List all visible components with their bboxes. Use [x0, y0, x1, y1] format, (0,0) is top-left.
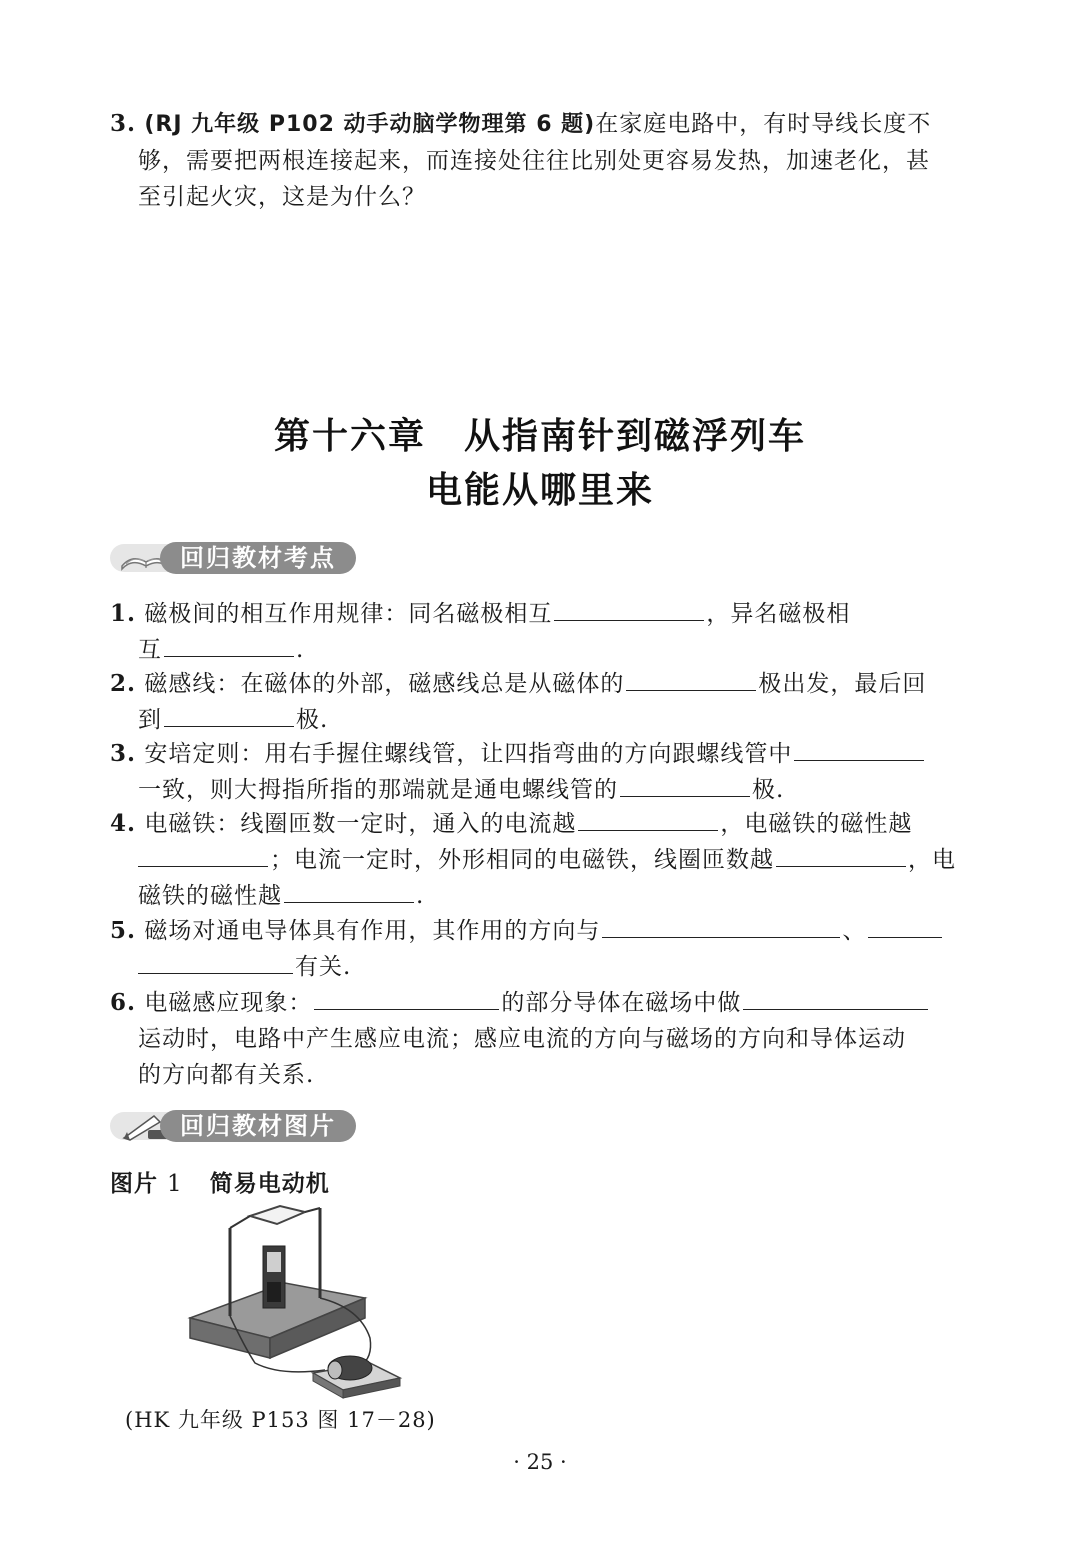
question-text: 的方向都有关系.	[138, 1062, 315, 1088]
answer-blank[interactable]	[138, 844, 268, 867]
question-text: 极.	[296, 707, 329, 733]
figure-label-title: 简易电动机	[209, 1171, 330, 1197]
question-1	[110, 596, 970, 668]
answer-blank[interactable]	[578, 808, 718, 831]
answer-blank[interactable]	[868, 915, 942, 938]
question-text: 安培定则：用右手握住螺线管，让四指弯曲的方向跟螺线管中	[144, 741, 793, 767]
simple-motor-illustration	[185, 1198, 410, 1403]
top-question	[110, 106, 970, 215]
question-2	[110, 666, 970, 738]
question-text: 极出发，最后回	[758, 671, 927, 697]
answer-blank[interactable]	[138, 951, 293, 974]
question-number: 3.	[110, 110, 137, 137]
question-text: 电磁感应现象：	[144, 990, 313, 1016]
section-title: 回归教材图片	[160, 1110, 356, 1142]
question-text: 极.	[752, 777, 785, 803]
section-header-key-points	[110, 540, 360, 576]
answer-blank[interactable]	[776, 844, 906, 867]
section-title: 回归教材考点	[160, 542, 356, 574]
question-text: 磁场对通电导体具有作用，其作用的方向与	[144, 918, 601, 944]
answer-blank[interactable]	[620, 774, 750, 797]
figure-label-prefix: 图片	[110, 1171, 158, 1197]
question-text: 够，需要把两根连接起来，而连接处往往比别处更容易发热，加速老化，甚	[138, 148, 930, 174]
section-header-figures	[110, 1108, 360, 1144]
question-source: (RJ 九年级 P102 动手动脑学物理第 6 题)	[144, 112, 596, 137]
question-5	[110, 913, 970, 985]
answer-blank[interactable]	[602, 915, 840, 938]
question-text: 一致，则大拇指所指的那端就是通电螺线管的	[138, 777, 618, 803]
answer-blank[interactable]	[554, 598, 704, 621]
question-text: 在家庭电路中，有时导线长度不	[595, 111, 932, 137]
figure-caption: (HK 九年级 P153 图 17－28)	[125, 1408, 436, 1432]
answer-blank[interactable]	[164, 704, 294, 727]
answer-blank[interactable]	[314, 987, 499, 1010]
question-text: 电磁铁：线圈匝数一定时，通入的电流越	[144, 811, 577, 837]
question-6	[110, 985, 970, 1093]
question-text: 互	[138, 637, 162, 663]
question-text: 运动时，电路中产生感应电流；感应电流的方向与磁场的方向和导体运动	[138, 1026, 906, 1052]
chapter-subtitle: 电能从哪里来	[425, 470, 654, 511]
question-text: .	[416, 883, 425, 909]
question-text: 磁感线：在磁体的外部，磁感线总是从磁体的	[144, 671, 625, 697]
chapter-title: 第十六章 从指南针到磁浮列车	[273, 416, 806, 457]
figure-label	[110, 1165, 330, 1198]
answer-blank[interactable]	[284, 880, 414, 903]
question-4	[110, 806, 970, 914]
question-number: 6.	[110, 989, 137, 1016]
question-number: 2.	[110, 670, 137, 697]
answer-blank[interactable]	[164, 634, 294, 657]
question-text: ，电	[908, 847, 956, 873]
question-text: 磁极间的相互作用规律：同名磁极相互	[144, 601, 553, 627]
answer-blank[interactable]	[743, 987, 928, 1010]
question-number: 3.	[110, 740, 137, 767]
answer-blank[interactable]	[794, 738, 924, 761]
question-text: ；电流一定时，外形相同的电磁铁，线圈匝数越	[270, 847, 774, 873]
question-text: ，电磁铁的磁性越	[720, 811, 913, 837]
question-text: .	[296, 637, 305, 663]
figure-label-number: 1	[167, 1171, 183, 1197]
question-text: 、	[842, 918, 867, 944]
question-text: 有关.	[295, 954, 352, 980]
question-number: 4.	[110, 810, 137, 837]
question-text: 磁铁的磁性越	[138, 883, 282, 909]
question-text: ，异名磁极相	[706, 601, 851, 627]
question-3	[110, 736, 970, 808]
page-number: · 25 ·	[513, 1450, 567, 1474]
question-text: 的部分导体在磁场中做	[501, 990, 742, 1016]
question-text: 至引起火灾，这是为什么？	[138, 184, 426, 210]
question-number: 5.	[110, 917, 137, 944]
question-number: 1.	[110, 600, 137, 627]
question-text: 到	[138, 707, 162, 733]
answer-blank[interactable]	[626, 668, 756, 691]
